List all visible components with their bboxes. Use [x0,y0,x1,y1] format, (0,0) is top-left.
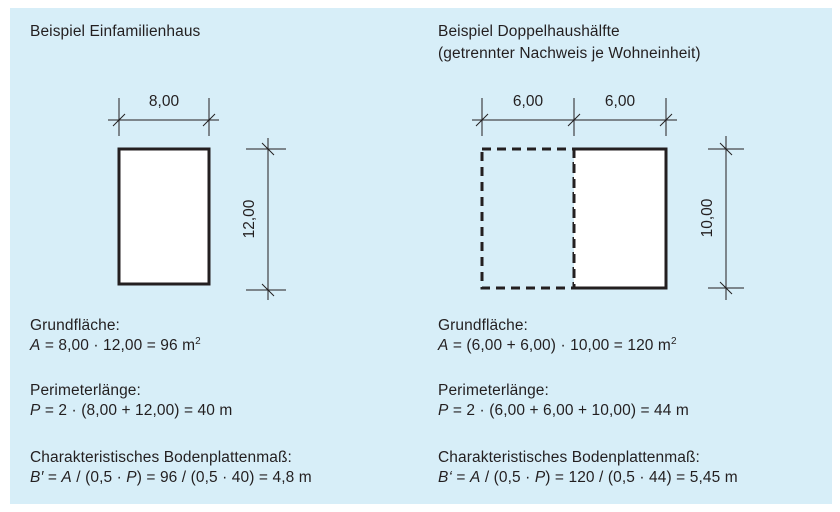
right-width-right-label: 6,00 [604,93,636,110]
left-perimeter-label: Perimeterlänge: [30,382,141,399]
diagram-panel [10,8,832,504]
right-width-left-label: 6,00 [512,93,544,110]
right-neighbour-half-dashed [482,149,574,288]
right-perimeter-formula: P = 2 · (6,00 + 6,00 + 10,00) = 44 m [438,402,689,419]
right-perimeter-label: Perimeterlänge: [438,382,549,399]
diagram-drawing [10,8,832,504]
right-height-label: 10,00 [699,198,716,238]
left-house-rect [119,149,209,284]
left-height-label: 12,00 [241,199,258,239]
left-area-formula: A = 8,00 · 12,00 = 96 $m^2$ [30,336,201,354]
right-house-fill [574,149,666,288]
left-perimeter-formula: P = 2 · (8,00 + 12,00) = 40 m [30,402,233,419]
right-subtitle: (getrennter Nachweis je Wohneinheit) [438,45,701,62]
right-area-formula: A = (6,00 + 6,00) · 10,00 = 120 $m^2$ [438,336,677,354]
right-title: Beispiel Doppelhaushälfte [438,23,620,40]
right-b-label: Charakteristisches Bodenplattenmaß: [438,449,700,466]
left-b-formula: B′ = A / (0,5 · P) = 96 / (0,5 · 40) = 4,8 m [30,469,312,486]
right-width-dimension [472,98,677,136]
left-b-label: Charakteristisches Bodenplattenmaß: [30,449,292,466]
right-b-formula: B‘ = A / (0,5 · P) = 120 / (0,5 · 44) = 5,45 m [438,469,738,486]
right-area-label: Grundfläche: [438,317,528,334]
left-width-label: 8,00 [148,93,180,110]
left-area-label: Grundfläche: [30,317,120,334]
left-title: Beispiel Einfamilienhaus [30,23,201,40]
